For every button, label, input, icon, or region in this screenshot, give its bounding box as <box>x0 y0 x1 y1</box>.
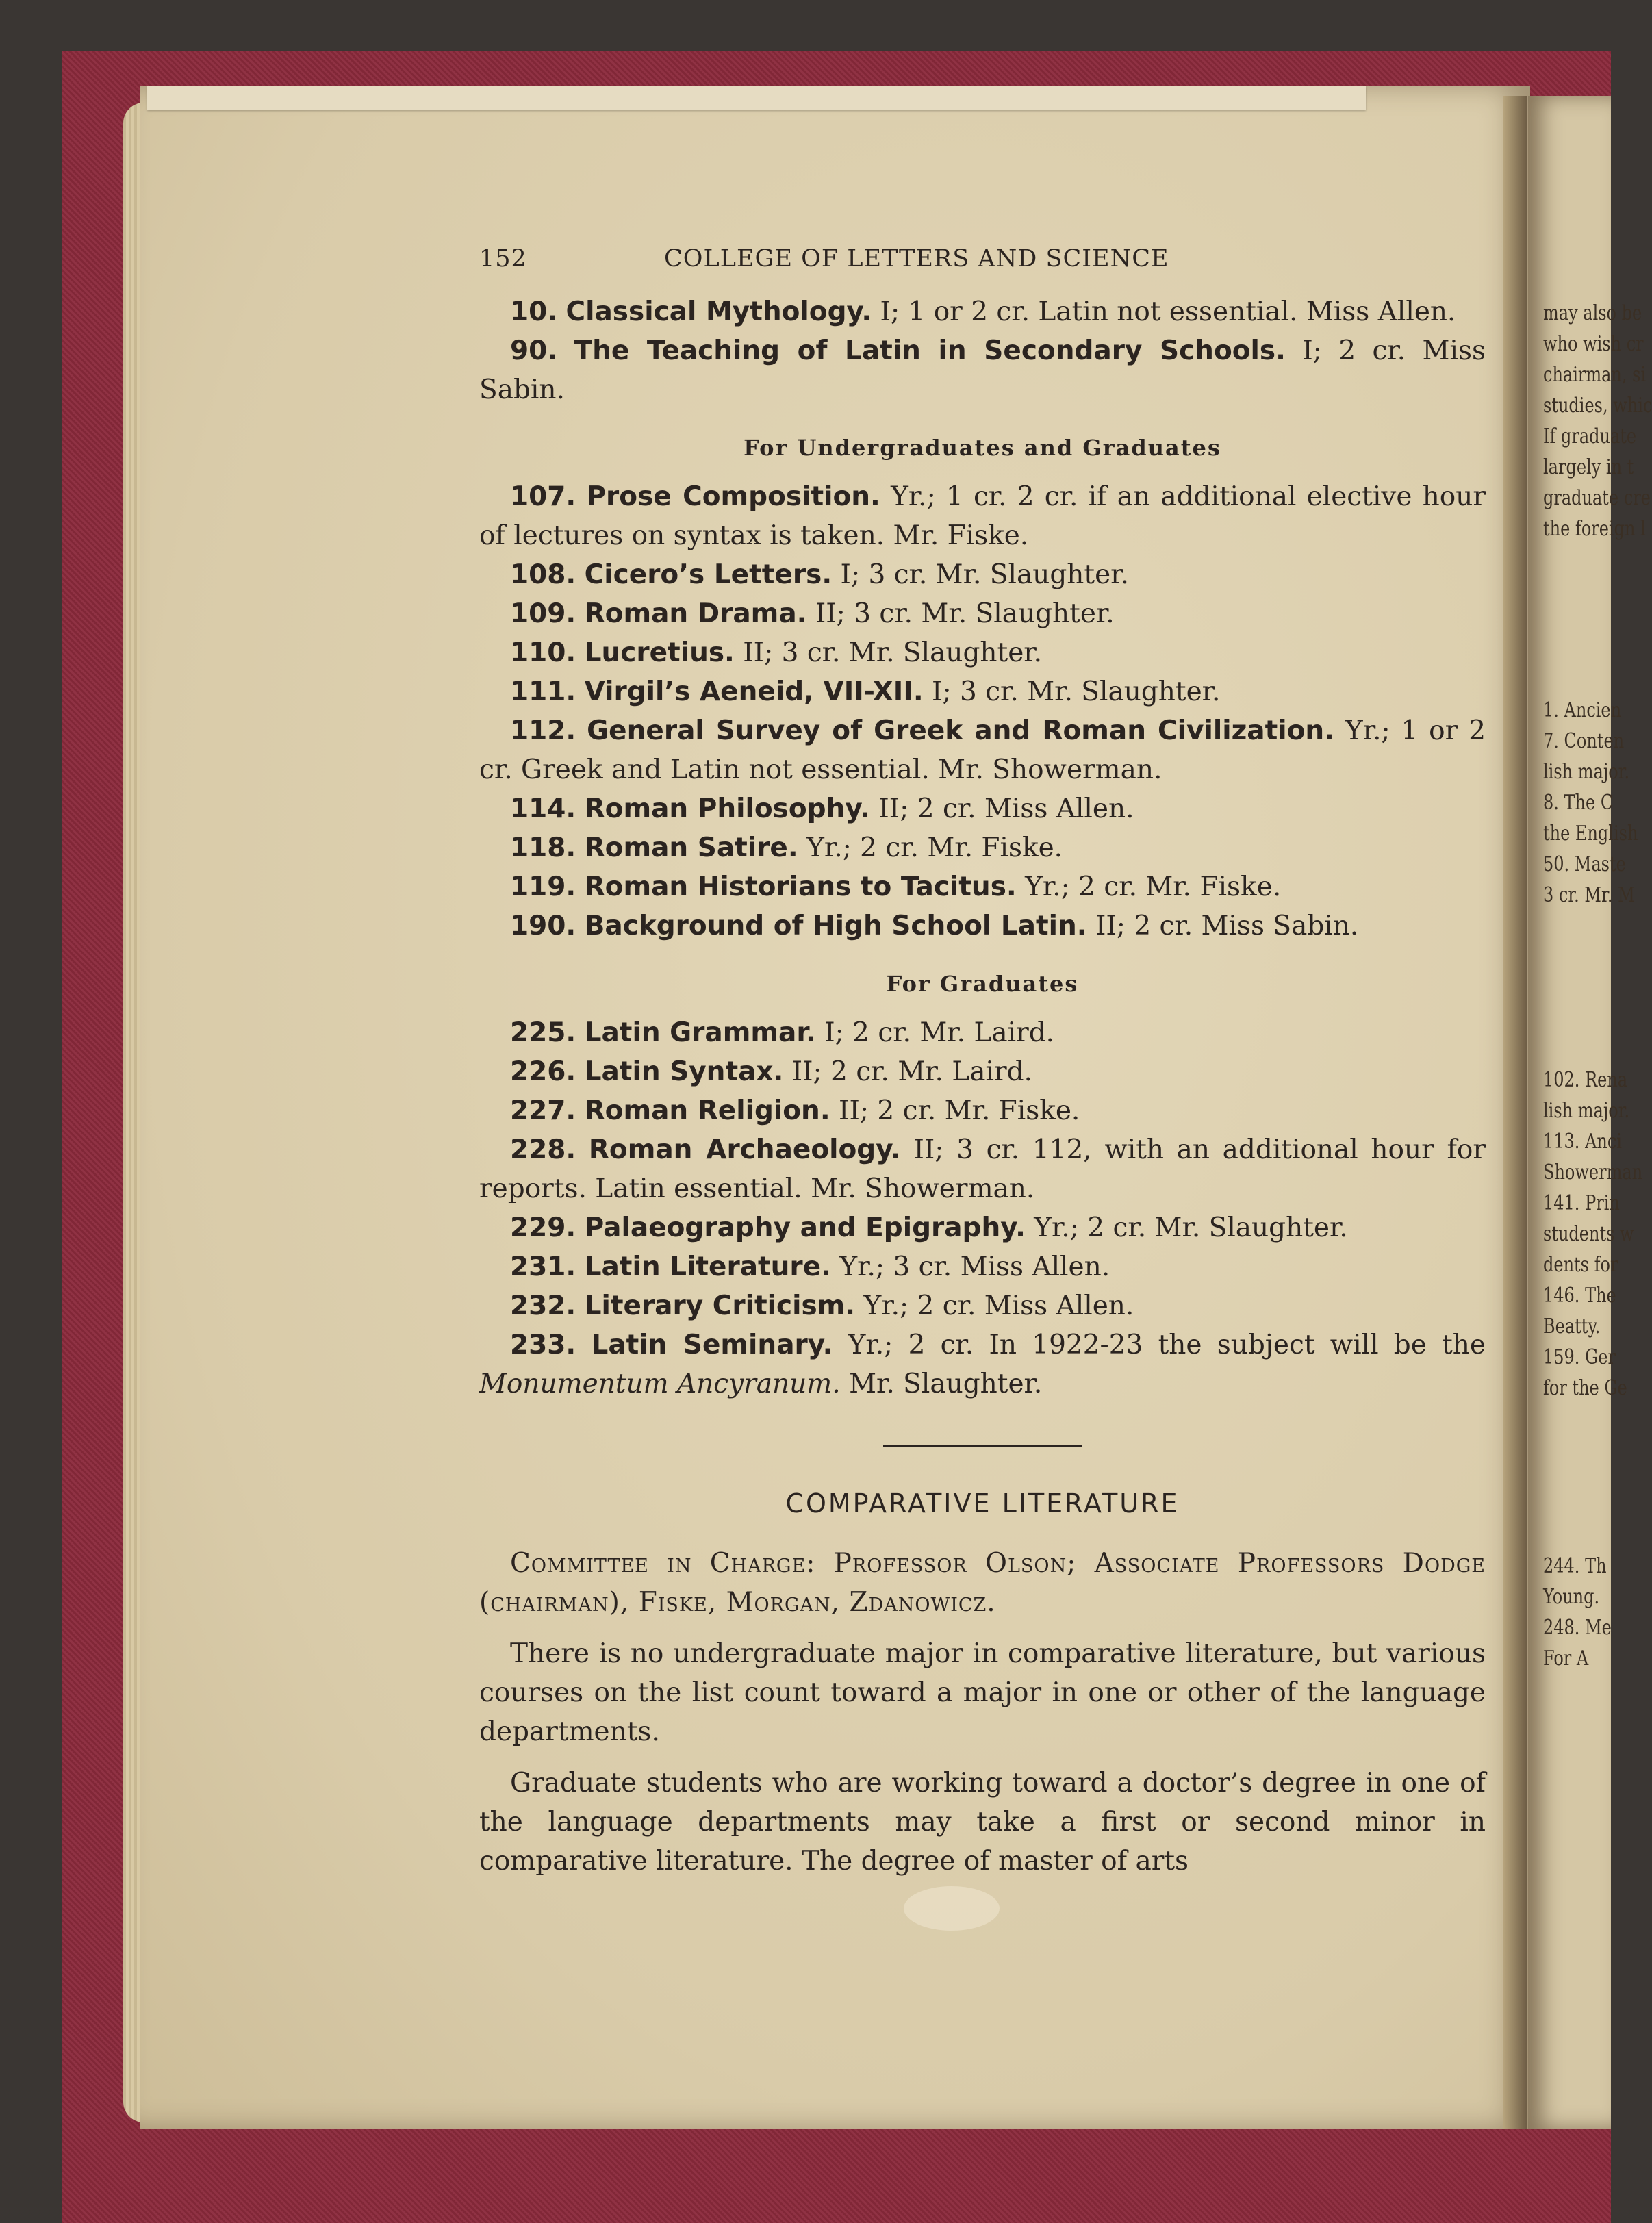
course-number: 111. <box>510 676 576 707</box>
course-list-top <box>479 292 1486 409</box>
facing-page-fragment: 1. Ancien <box>1543 698 1622 722</box>
course-entry <box>479 789 1486 828</box>
facing-page-fragment: lish major. <box>1543 1099 1630 1123</box>
facing-page-fragment: graduate cre <box>1543 486 1651 510</box>
course-details: I; 2 cr. Miss Sabin. <box>479 335 1486 405</box>
course-entry <box>479 867 1486 906</box>
course-details: I; 1 or 2 cr. Latin not essential. Miss Allen. <box>872 296 1456 327</box>
facing-page <box>1528 96 1652 2129</box>
course-details: II; 2 cr. Mr. Laird. <box>783 1056 1033 1087</box>
course-number: 190. <box>510 911 576 941</box>
course-details: Yr.; 2 cr. Miss Allen. <box>855 1291 1134 1321</box>
course-title: Classical Mythology. <box>566 296 872 327</box>
course-number: 10. <box>510 296 558 327</box>
course-number: 226. <box>510 1056 576 1087</box>
course-entry-233 <box>479 1325 1486 1403</box>
course-number: 114. <box>510 793 576 824</box>
facing-page-fragment: 7. Conten <box>1543 729 1625 753</box>
course-title: Lucretius. <box>584 637 735 668</box>
facing-page-fragment: 102. Rena <box>1543 1068 1628 1092</box>
facing-page-fragment: 146. The <box>1543 1284 1616 1308</box>
course-number: 231. <box>510 1252 576 1282</box>
course-title: Roman Philosophy. <box>584 793 870 824</box>
facing-page-fragment: who wish cr <box>1543 332 1644 356</box>
course-title: Background of High School Latin. <box>584 911 1087 941</box>
section-paragraph-1: There is no undergraduate major in comparative literature, but various courses on the list count toward a major in one or other of the language departments. <box>479 1638 1486 1747</box>
course-number: 110. <box>510 637 576 668</box>
facing-page-fragment: dents for <box>1543 1253 1618 1277</box>
book-gutter <box>1503 96 1527 2129</box>
facing-page-fragment: If graduate <box>1543 424 1637 448</box>
course-details: II; 2 cr. Mr. Fiske. <box>830 1095 1080 1126</box>
facing-page-fragment: for the Ge <box>1543 1376 1627 1400</box>
page-header <box>479 240 1486 279</box>
facing-page-fragment: Young. <box>1543 1585 1600 1609</box>
facing-page-fragment: 159. Ger <box>1543 1345 1616 1369</box>
course-entry <box>479 477 1486 555</box>
course-number: 225. <box>510 1017 576 1048</box>
course-title: General Survey of Greek and Roman Civilization. <box>587 715 1334 746</box>
course-details: II; 2 cr. Miss Sabin. <box>1086 911 1359 941</box>
course-entry <box>479 1013 1486 1052</box>
course-entry <box>479 633 1486 672</box>
section-title: COMPARATIVE LITERATURE <box>785 1488 1180 1519</box>
course-title: Roman Religion. <box>584 1095 830 1126</box>
course-details: II; 3 cr. Mr. Slaughter. <box>806 598 1115 629</box>
facing-page-fragment: students w <box>1543 1222 1634 1246</box>
course-number: 233. <box>510 1330 576 1360</box>
committee-in-charge: Committee in Charge: Professor Olson; Associate Professors Dodge (chairman), Fiske, Morgan, Zdanowicz. <box>479 1548 1486 1618</box>
paper-stain <box>904 1886 1000 1931</box>
course-number: 228. <box>510 1134 576 1165</box>
course-details: I; 2 cr. Mr. Laird. <box>815 1017 1055 1048</box>
course-entry <box>479 1052 1486 1091</box>
course-details: I; 3 cr. Mr. Slaughter. <box>923 676 1221 707</box>
course-details: Yr.; 3 cr. Miss Allen. <box>830 1252 1110 1282</box>
course-title: Roman Historians to Tacitus. <box>584 872 1017 902</box>
facing-page-fragment: the foreign l <box>1543 517 1646 541</box>
course-title: Roman Drama. <box>584 598 807 629</box>
facing-page-fragment: lish major. <box>1543 760 1630 784</box>
subhead-grad: For Graduates <box>886 971 1079 997</box>
course-details: Yr.; 1 cr. 2 cr. if an additional elective hour of lectures on syntax is taken. Mr. Fiske. <box>479 481 1486 551</box>
course-number: 112. <box>510 715 576 746</box>
section-divider <box>883 1445 1082 1447</box>
facing-page-fragment: studies, whic <box>1543 394 1652 418</box>
course-details: II; 3 cr. 112, with an additional hour for reports. Latin essential. Mr. Showerman. <box>479 1134 1486 1204</box>
course-number: 118. <box>510 833 576 863</box>
facing-page-fragment: chairman, si <box>1543 363 1647 387</box>
course-number: 232. <box>510 1291 576 1321</box>
course-details: I; 3 cr. Mr. Slaughter. <box>832 559 1129 590</box>
course-title: Roman Satire. <box>584 833 798 863</box>
facing-page-fragment: 113. Anci <box>1543 1130 1622 1154</box>
course-instructor: Mr. Slaughter. <box>840 1369 1043 1399</box>
course-number: 109. <box>510 598 576 629</box>
course-entry <box>479 672 1486 711</box>
course-number: 108. <box>510 559 576 590</box>
course-entry <box>479 711 1486 789</box>
page-top-strip <box>147 86 1366 110</box>
course-title: The Teaching of Latin in Secondary Schools. <box>574 335 1286 366</box>
course-number: 107. <box>510 481 576 512</box>
course-number: 227. <box>510 1095 576 1126</box>
course-entry <box>479 828 1486 867</box>
course-details: Yr.; 2 cr. Mr. Slaughter. <box>1025 1212 1348 1243</box>
course-details: II; 3 cr. Mr. Slaughter. <box>734 637 1043 668</box>
course-list-grad <box>479 1013 1486 1325</box>
course-title: Latin Literature. <box>584 1252 831 1282</box>
course-list-undergrad <box>479 477 1486 945</box>
course-details: II; 2 cr. Miss Allen. <box>870 793 1134 824</box>
course-title: Palaeography and Epigraphy. <box>584 1212 1026 1243</box>
running-head: COLLEGE OF LETTERS AND SCIENCE <box>664 245 1169 272</box>
facing-page-fragment: the English <box>1543 822 1638 846</box>
facing-page-fragment: 3 cr. Mr. M <box>1543 883 1635 907</box>
course-entry <box>479 1208 1486 1247</box>
course-title: Latin Grammar. <box>584 1017 816 1048</box>
facing-page-fragment: 248. Me <box>1543 1616 1612 1640</box>
course-number: 119. <box>510 872 576 902</box>
course-title: Cicero’s Letters. <box>584 559 833 590</box>
section-paragraph-2: Graduate students who are working toward a doctor’s degree in one of the language departments may take a first or second minor in comparative literature. The degree of master of arts <box>479 1768 1486 1877</box>
facing-page-fragment: 8. The C <box>1543 791 1614 815</box>
facing-page-fragment: Showerman <box>1543 1160 1643 1184</box>
facing-page-fragment: For A <box>1543 1647 1589 1671</box>
facing-page-fragment: largely in t <box>1543 455 1634 479</box>
course-entry <box>479 906 1486 945</box>
course-title: Virgil’s Aeneid, VII-XII. <box>584 676 924 707</box>
page-text <box>479 240 1486 1881</box>
course-details: Yr.; 1 or 2 cr. Greek and Latin not essential. Mr. Showerman. <box>479 715 1486 785</box>
course-title: Prose Composition. <box>586 481 880 512</box>
course-entry <box>479 555 1486 594</box>
page-number: 152 <box>479 245 527 272</box>
course-entry <box>479 1247 1486 1286</box>
course-entry <box>479 331 1486 409</box>
subhead-undergrad: For Undergraduates and Graduates <box>744 435 1221 461</box>
course-title: Roman Archaeology. <box>588 1134 901 1165</box>
course-entry <box>479 1130 1486 1208</box>
facing-page-fragment: 244. Th <box>1543 1554 1607 1578</box>
course-title: Latin Syntax. <box>584 1056 784 1087</box>
course-details: Yr.; 2 cr. In 1922-23 the subject will be the <box>833 1330 1486 1360</box>
course-details: Yr.; 2 cr. Mr. Fiske. <box>1016 872 1282 902</box>
course-title: Latin Seminary. <box>591 1330 833 1360</box>
course-subject: Monumentum Ancyranum. <box>479 1369 841 1399</box>
facing-page-fragment: 141. Prin <box>1543 1191 1620 1215</box>
course-title: Literary Criticism. <box>584 1291 856 1321</box>
facing-page-fragment: 50. Maste <box>1543 852 1626 876</box>
course-details: Yr.; 2 cr. Mr. Fiske. <box>798 833 1063 863</box>
facing-page-fragment: Beatty. <box>1543 1314 1601 1338</box>
course-number: 90. <box>510 335 558 366</box>
facing-page-fragment: may also be <box>1543 301 1642 325</box>
course-number: 229. <box>510 1212 576 1243</box>
course-entry <box>479 594 1486 633</box>
course-entry <box>479 1286 1486 1325</box>
course-entry <box>479 1091 1486 1130</box>
course-entry <box>479 292 1486 331</box>
